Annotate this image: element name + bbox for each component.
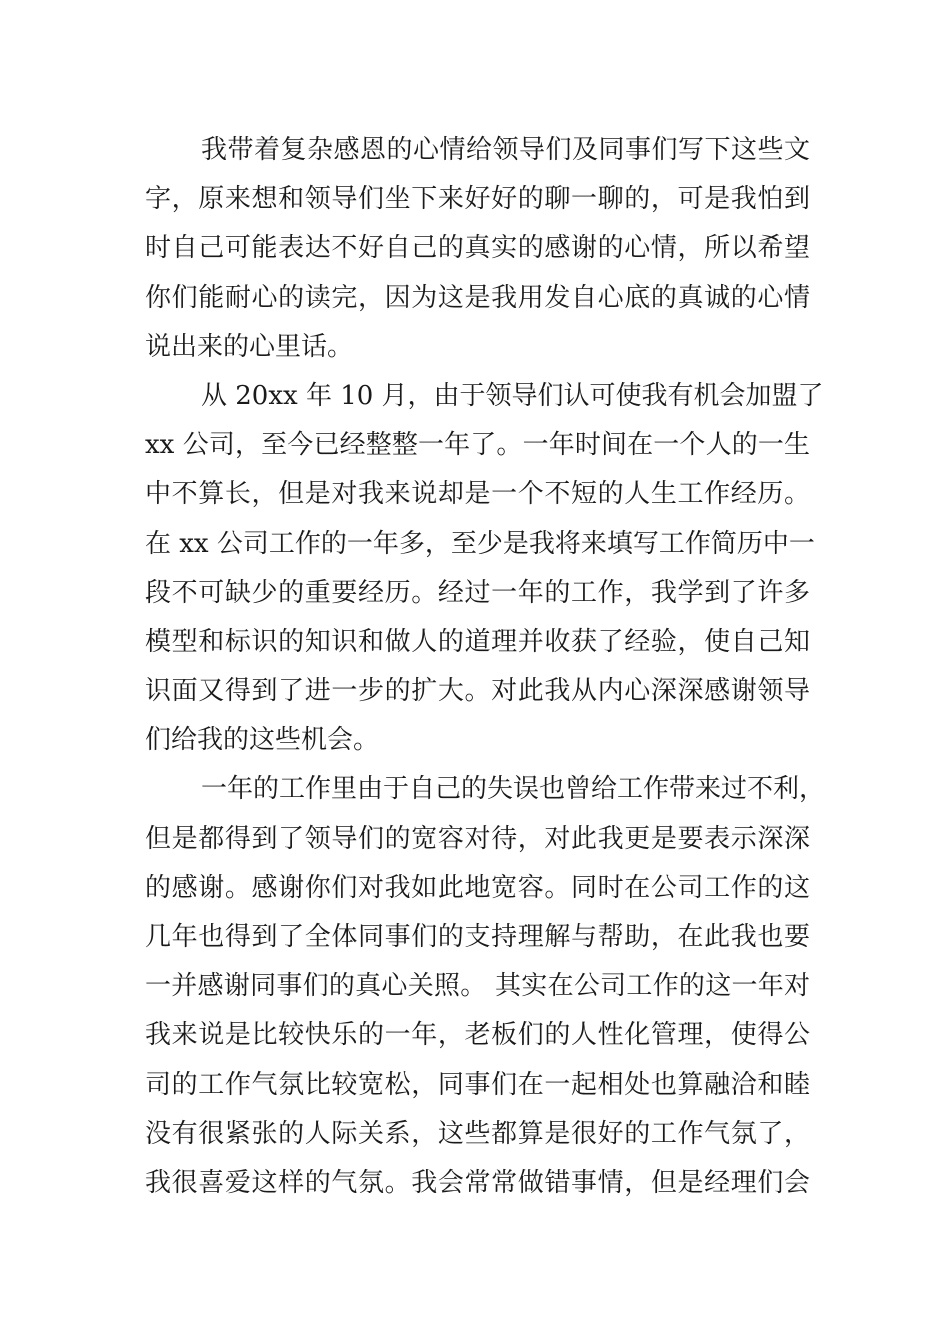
paragraph-3 [145, 765, 826, 1208]
text-line: 我很喜爱这样的气氛。我会常常做错事情，但是经理们会 [145, 1167, 810, 1198]
text-line: 们给我的这些机会。 [145, 725, 380, 756]
text-line: 中不算长，但是对我来说却是一个不短的人生工作经历。 [145, 479, 810, 510]
text-line: 几年也得到了全体同事们的支持理解与帮助，在此我也要 [145, 922, 810, 952]
text-line: 你们能耐心的读完，因为这是我用发自心底的真诚的心情 [145, 282, 810, 313]
text-line: 一并感谢同事们的真心关照。 其实在公司工作的这一年对 [145, 971, 810, 1002]
text-line: 从 20xx 年 10 月，由于领导们认可使我有机会加盟了 [201, 380, 824, 411]
text-line: 司的工作气氛比较宽松，同事们在一起相处也算融洽和睦 [145, 1069, 810, 1100]
text-line: 段不可缺少的重要经历。经过一年的工作，我学到了许多 [145, 577, 810, 608]
text-line: xx 公司，至今已经整整一年了。一年时间在一个人的一生 [145, 430, 810, 461]
body-text [145, 126, 826, 1208]
text-line: 字，原来想和领导们坐下来好好的聊一聊的，可是我怕到 [145, 184, 810, 215]
paragraph-2 [145, 372, 824, 766]
text-line: 说出来的心里话。 [145, 331, 354, 362]
text-line: 识面又得到了进一步的扩大。对此我从内心深深感谢领导 [145, 676, 810, 707]
text-line: 一年的工作里由于自己的失误也曾给工作带来过不利， [201, 774, 826, 805]
text-line: 模型和标识的知识和做人的道理并收获了经验，使自己知 [145, 626, 810, 657]
paragraph-1 [145, 126, 810, 372]
text-line: 没有很紧张的人际关系，这些都算是很好的工作气氛了， [145, 1118, 810, 1149]
text-line: 的感谢。感谢你们对我如此地宽容。同时在公司工作的这 [145, 872, 810, 903]
text-line: 在 xx 公司工作的一年多，至少是我将来填写工作简历中一 [145, 528, 815, 559]
text-line: 我带着复杂感恩的心情给领导们及同事们写下这些文 [201, 135, 810, 165]
text-line: 但是都得到了领导们的宽容对待，对此我更是要表示深深 [145, 823, 810, 854]
text-line: 时自己可能表达不好自己的真实的感谢的心情，所以希望 [145, 233, 810, 264]
text-line: 我来说是比较快乐的一年，老板们的人性化管理，使得公 [145, 1020, 810, 1051]
